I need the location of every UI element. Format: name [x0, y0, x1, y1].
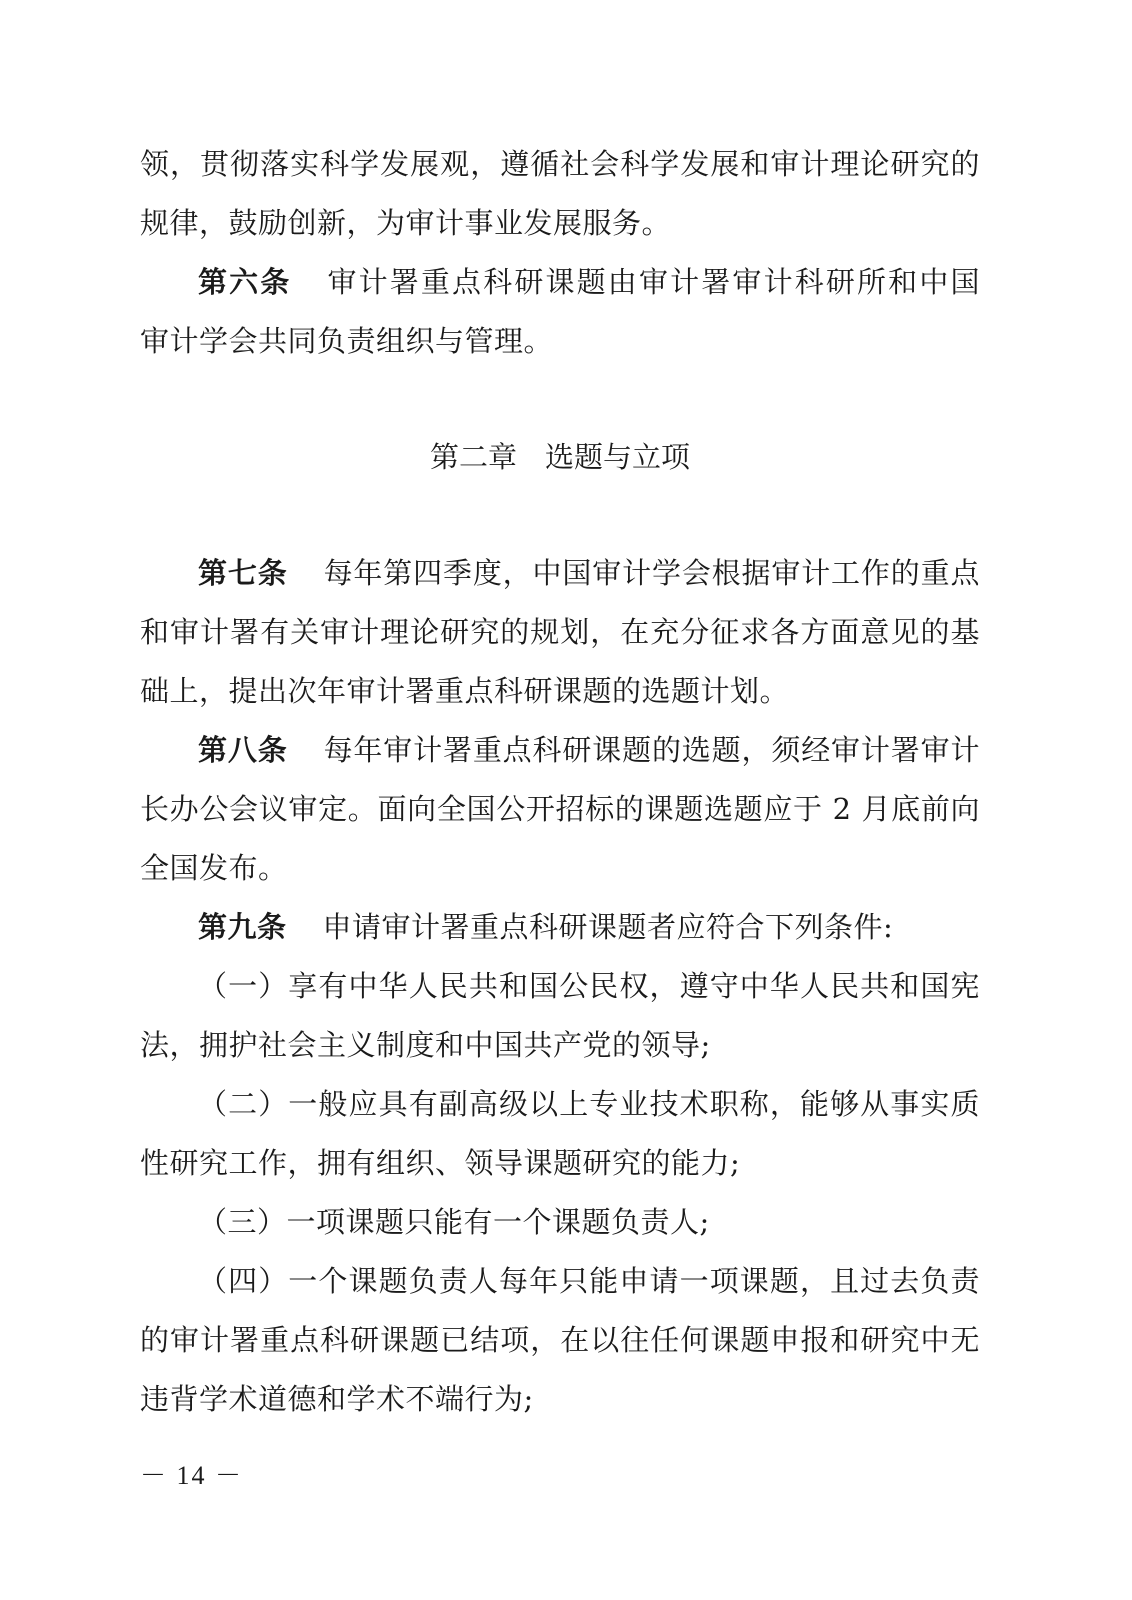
article-8-line — [140, 721, 980, 780]
condition-2-line: （二）一般应具有副高级以上专业技术职称，能够从事实质 — [198, 1087, 980, 1121]
article-8-text: 每年审计署重点科研课题的选题，须经审计署审计 — [323, 733, 980, 767]
article-6-label: 第六条 — [198, 265, 292, 299]
condition-2-line: 性研究工作，拥有组织、领导课题研究的能力; — [140, 1146, 741, 1180]
article-8-line: 长办公会议审定。面向全国公开招标的课题选题应于 2 月底前向 — [140, 792, 980, 826]
condition-3-line: （三）一项课题只能有一个课题负责人; — [198, 1205, 710, 1239]
chapter-heading — [140, 428, 980, 487]
article-8-label: 第八条 — [198, 733, 288, 767]
article-7-line: 和审计署有关审计理论研究的规划，在充分征求各方面意见的基 — [140, 615, 980, 649]
article-8-line: 全国发布。 — [140, 851, 288, 885]
condition-1-line: 法，拥护社会主义制度和中国共产党的领导; — [140, 1028, 711, 1062]
page-number: － 14 － — [140, 1461, 244, 1490]
article-7-line: 础上，提出次年审计署重点科研课题的选题计划。 — [140, 674, 790, 708]
chapter-number: 第二章 — [429, 440, 517, 474]
article-6-line — [140, 253, 980, 312]
condition-1-line: （一）享有中华人民共和国公民权，遵守中华人民共和国宪 — [198, 969, 980, 1003]
article-6-text: 审计署重点科研课题由审计署审计科研所和中国 — [327, 265, 980, 299]
document-body — [140, 135, 980, 1429]
paragraph-line: 规律，鼓励创新，为审计事业发展服务。 — [140, 206, 672, 240]
paragraph-line: 领，贯彻落实科学发展观，遵循社会科学发展和审计理论研究的 — [140, 147, 980, 181]
article-9-text: 申请审计署重点科研课题者应符合下列条件: — [322, 910, 894, 944]
article-6-line: 审计学会共同负责组织与管理。 — [140, 324, 554, 358]
article-9-label: 第九条 — [198, 910, 287, 944]
article-7-line — [140, 544, 980, 603]
article-7-label: 第七条 — [198, 556, 288, 590]
condition-4-line: （四）一个课题负责人每年只能申请一项课题，且过去负责 — [198, 1264, 980, 1298]
chapter-title: 选题与立项 — [545, 440, 691, 474]
article-7-text: 每年第四季度，中国审计学会根据审计工作的重点 — [323, 556, 980, 590]
article-9-line — [140, 898, 980, 957]
condition-4-line: 违背学术道德和学术不端行为; — [140, 1382, 534, 1416]
condition-4-line: 的审计署重点科研课题已结项，在以往任何课题申报和研究中无 — [140, 1323, 980, 1357]
